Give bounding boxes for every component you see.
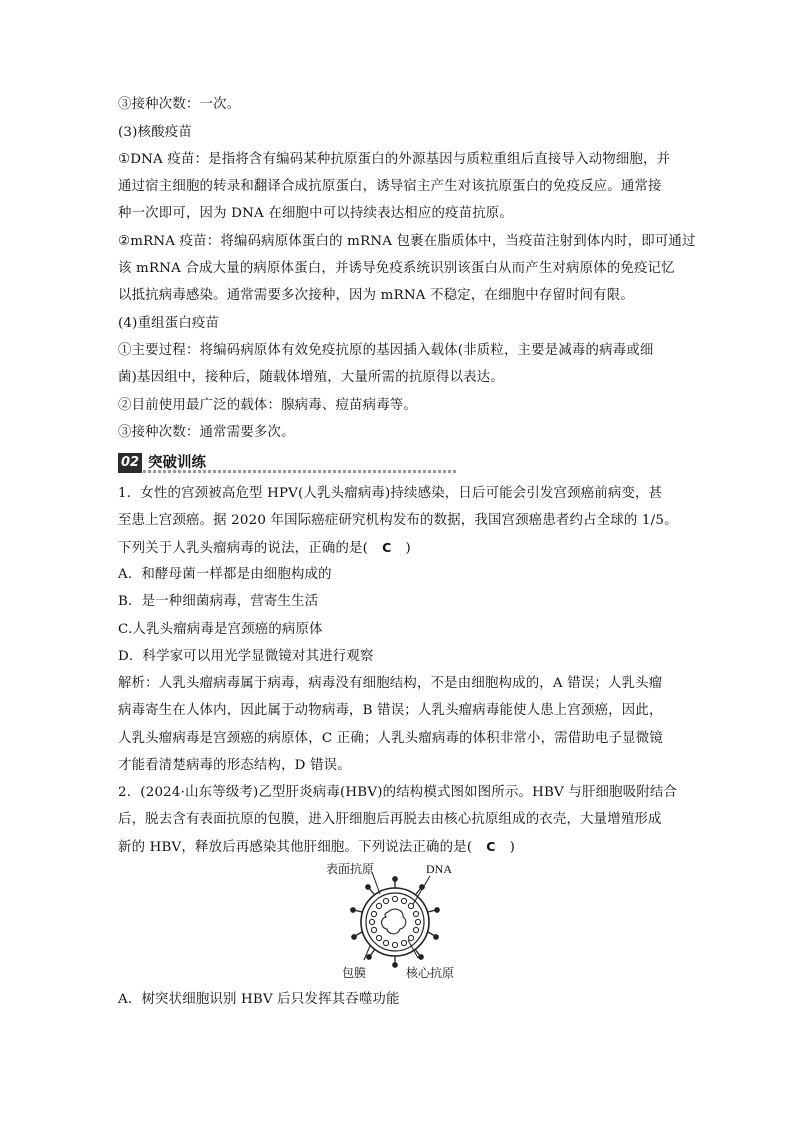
question-stem: 2．(2024·山东等级考)乙型肝炎病毒(HBV)的结构模式图如图所示。HBV 与肝细胞吸附结合 (118, 785, 678, 800)
label-core-antigen: 核心抗原 (406, 966, 455, 980)
text-line: ③接种次数：通常需要多次。 (118, 425, 295, 440)
text-line: 该 mRNA 合成大量的病原体蛋白，并诱导免疫系统识别该蛋白从而产生对病原体的免疫记忆 (118, 261, 675, 276)
subsection-heading: (3)核酸疫苗 (118, 125, 192, 140)
explanation-line: 病毒寄生在人体内，因此属于动物病毒，B 错误；人乳头瘤病毒能使人患上宫颈癌，因此， (118, 703, 663, 718)
question-stem (118, 539, 678, 558)
question-stem-text: ) (509, 840, 516, 855)
hbv-structure-diagram (320, 862, 470, 980)
answer-letter: C (486, 839, 496, 854)
question-stem: 1．女性的宫颈被高危型 HPV(人乳头瘤病毒)持续感染，日后可能会引发宫颈癌前病变，甚 (118, 486, 663, 501)
text-line: ②目前使用最广泛的载体：腺病毒、痘苗病毒等。 (118, 398, 417, 413)
question-stem (118, 838, 678, 857)
subsection-heading: (4)重组蛋白疫苗 (118, 316, 220, 331)
label-envelope: 包膜 (342, 966, 367, 980)
explanation-line: 解析：人乳头瘤病毒属于病毒，病毒没有细胞结构，不是由细胞构成的，A 错误；人乳头瘤 (118, 676, 663, 691)
text-line: ②mRNA 疫苗：将编码病原体蛋白的 mRNA 包裹在脂质体中，当疫苗注射到体内时，即可通过 (118, 234, 696, 249)
core-antigen-beads (369, 896, 420, 947)
question-stem-text: ) (405, 541, 411, 556)
explanation-line: 才能看清楚病毒的形态结构，D 错误。 (118, 758, 351, 773)
option-a: A．和酵母菌一样都是由细胞构成的 (118, 567, 332, 582)
option-b: B．是一种细菌病毒，营寄生生活 (118, 594, 319, 609)
question-stem-text: 新的 HBV，释放后再感染其他肝细胞。下列说法正确的是( (118, 840, 473, 855)
hbv-virus-illustration (320, 862, 470, 980)
section-title: 突破训练 (148, 455, 206, 471)
surface-antigen-spikes (351, 877, 439, 967)
question-stem: 后，脱去含有表面抗原的包膜，进入肝细胞后再脱去由核心抗原组成的衣壳，大量增殖形成 (118, 812, 662, 827)
text-line: ①主要过程：将编码病原体有效免疫抗原的基因插入载体(非质粒，主要是减毒的病毒或细 (118, 343, 654, 358)
label-surface-antigen: 表面抗原 (326, 862, 375, 876)
question-stem: 至患上宫颈癌。据 2020 年国际癌症研究机构发布的数据，我国宫颈癌患者约占全球的 1/5。 (118, 513, 678, 528)
explanation-line: 人乳头瘤病毒是宫颈癌的病原体，C 正确；人乳头瘤病毒的体积非常小，需借助电子显微镜 (118, 731, 663, 746)
dna-strand (382, 909, 406, 934)
text-line: 种一次即可，因为 DNA 在细胞中可以持续表达相应的疫苗抗原。 (118, 206, 513, 221)
answer-letter: C (382, 540, 392, 555)
question-stem-text: 下列关于人乳头瘤病毒的说法，正确的是( (118, 541, 369, 556)
text-line: 以抵抗病毒感染。通常需要多次接种，因为 mRNA 不稳定，在细胞中存留时间有限。 (118, 288, 634, 303)
option-a: A．树突状细胞识别 HBV 后只发挥其吞噬功能 (118, 992, 400, 1007)
option-d: D．科学家可以用光学显微镜对其进行观察 (118, 649, 374, 664)
text-line: ③接种次数：一次。 (118, 97, 241, 112)
section-number-badge: 02 (118, 453, 142, 473)
section-header (118, 452, 458, 474)
text-line: ①DNA 疫苗：是指将含有编码某种抗原蛋白的外源基因与质粒重组后直接导入动物细胞，并 (118, 152, 671, 167)
text-line: 菌)基因组中，接种后，随载体增殖，大量所需的抗原得以表达。 (118, 370, 504, 385)
label-dna: DNA (426, 862, 452, 876)
option-c: C.人乳头瘤病毒是宫颈癌的病原体 (118, 622, 323, 637)
text-line: 通过宿主细胞的转录和翻译合成抗原蛋白，诱导宿主产生对该抗原蛋白的免疫反应。通常接 (118, 179, 662, 194)
